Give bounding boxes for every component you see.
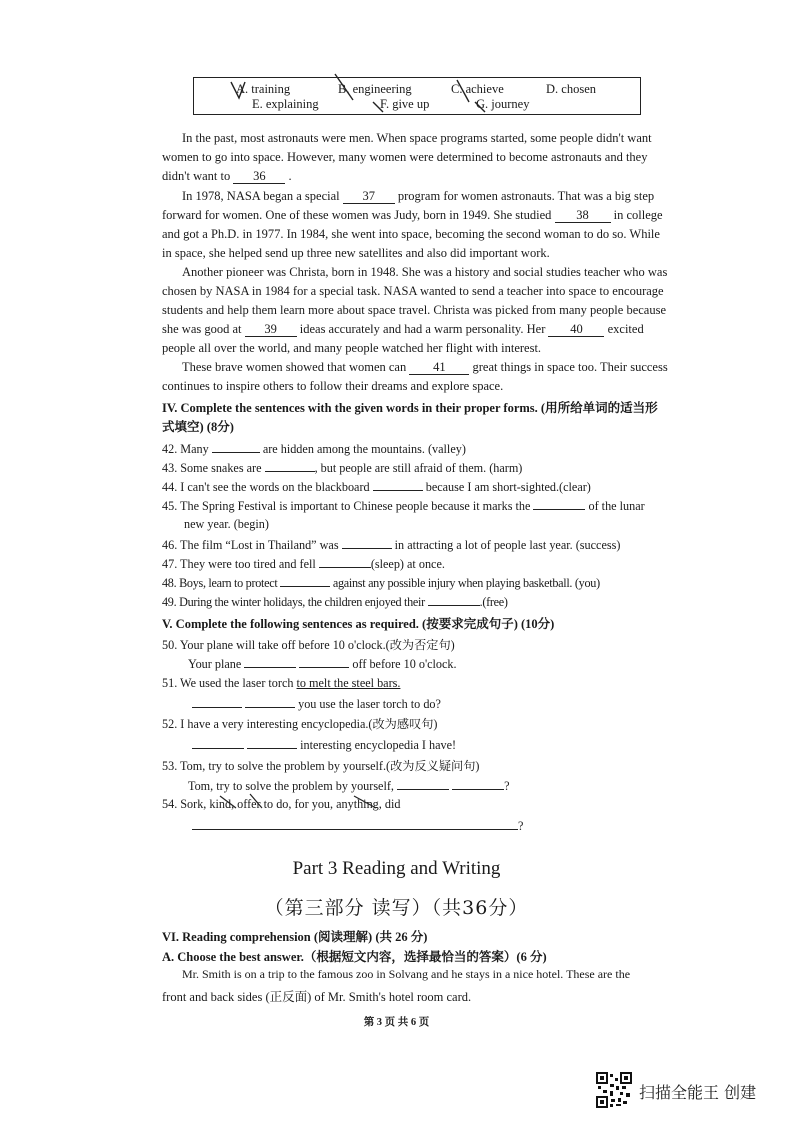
question-51-answer: you use the laser torch to do? [192,696,441,712]
passage-line [162,208,692,223]
question-54: 54. Sork, kind, offer to do, for you, anything, did [162,797,401,811]
question-50: 50. Your plane will take off before 10 o'clock.(改为否定句) [162,638,455,652]
question-46: 46. The film “Lost in Thailand” was in attracting a lot of people last year. (success) [162,538,621,552]
passage-text: forward for women. One of these women was Judy, born in 1949. She studied [162,208,552,222]
passage-line: continues to inspire others to follow their dreams and explore space. [162,379,504,393]
answer-blank[interactable] [342,537,392,549]
question-42: 42. Many are hidden among the mountains. (valley) [162,442,466,456]
option-a: A. training [236,82,291,96]
question-50-answer: Your plane off before 10 o'clock. [188,657,457,671]
section-iv-title-cont: 式填空) (8分) [162,420,234,434]
option-d: D. chosen [546,82,596,96]
answer-blank[interactable] [397,778,449,790]
passage-text: she was good at [162,322,242,336]
passage-line: in space, she helped send up three new satellites and also did important work. [162,246,550,260]
answer-blank[interactable] [319,556,371,568]
question-53: 53. Tom, try to solve the problem by yourself.(改为反义疑问句) [162,759,480,773]
answer-blank[interactable] [212,441,260,453]
question-48: 48. Boys, learn to protect against any possible injury when playing basketball. (you) [162,576,600,590]
passage-text: program for women astronauts. That was a big step [397,189,655,203]
handwritten-marks [193,72,641,118]
passage-text: ideas accurately and had a warm personality. Her [299,322,546,336]
answer-blank[interactable] [247,737,297,749]
section-vi-a-title: A. Choose the best answer.（根据短文内容，选择最恰当的答案）(6 分) [162,950,547,964]
question-45: 45. The Spring Festival is important to Chinese people because it marks the of the lunar [162,499,645,513]
answer-blank[interactable] [192,696,242,708]
passage-text: excited [607,322,644,336]
handwritten-strikes [180,790,420,812]
question-53-answer: Tom, try to solve the problem by yourself, ? [188,779,510,793]
passage-text: in college [613,208,663,222]
passage-text: In 1978, NASA began a special [182,189,340,203]
answer-blank[interactable] [452,778,504,790]
question-49: 49. During the winter holidays, the children enjoyed their .(free) [162,595,508,609]
answer-blank[interactable] [428,594,480,606]
part-3-title: Part 3 Reading and Writing [292,858,501,879]
option-e: E. explaining [252,97,319,111]
answer-blank[interactable] [244,656,296,668]
part-3-subtitle: （第三部分 读写）（共36分） [264,897,529,919]
question-45-cont: new year. (begin) [184,517,269,531]
qr-code-icon [596,1072,632,1108]
question-51: 51. We used the laser torch to melt the steel bars. [162,676,401,690]
passage-text: great things in space too. Their success [472,360,668,374]
passage-line: didn't want to 36 . [162,169,292,183]
answer-blank[interactable] [533,498,585,510]
answer-blank[interactable] [245,696,295,708]
blank-39[interactable]: 39 [245,323,297,337]
answer-blank[interactable] [192,818,518,830]
passage-text: These brave women showed that women can [182,360,407,374]
section-v-title: V. Complete the following sentences as required. (按要求完成句子) (10分) [162,617,555,631]
passage-line: women to go into space. However, many women were determined to become astronauts and they [162,150,648,164]
blank-36[interactable]: 36 [233,170,285,184]
question-43: 43. Some snakes are , but people are still afraid of them. (harm) [162,461,523,475]
question-52: 52. I have a very interesting encyclopedia.(改为感叹句) [162,717,438,731]
option-f: F. give up [380,97,430,111]
page-number: 第 3 页 共 6 页 [363,1017,430,1028]
passage-line: In the past, most astronauts were men. When space programs started, some people didn't want [182,131,652,145]
answer-blank[interactable] [192,737,244,749]
passage-line: Another pioneer was Christa, born in 1948. She was a history and social studies teacher who was [182,265,668,279]
question-54-answer: ? [192,818,523,834]
passage-line: students and help them learn more about space travel. Christa was picked from many people because [162,303,666,317]
option-g: G. journey [476,97,530,111]
answer-blank[interactable] [373,479,423,491]
scanner-watermark: 扫描全能王 创建 [639,1083,757,1102]
blank-41[interactable]: 41 [409,361,469,375]
passage-line: Mr. Smith is on a trip to the famous zoo in Solvang and he stays in a nice hotel. These are the [182,967,631,981]
question-47: 47. They were too tired and fell (sleep) at once. [162,557,445,571]
passage-line: people all over the world, and many people watched her flight with interest. [162,341,542,355]
question-52-answer: interesting encyclopedia I have! [192,737,456,753]
blank-38[interactable]: 38 [555,209,611,223]
passage-line [162,322,692,337]
underlined-phrase: to melt the steel bars. [296,676,401,690]
passage-line: front and back sides (正反面) of Mr. Smith's hotel room card. [162,990,472,1004]
answer-blank[interactable] [265,460,315,472]
question-44: 44. I can't see the words on the blackboard because I am short-sighted.(clear) [162,480,591,494]
passage-text: didn't want to [162,169,231,183]
section-iv-title: IV. Complete the sentences with the given words in their proper forms. (用所给单词的适当形 [162,401,658,415]
passage-line: and got a Ph.D. in 1977. In 1984, she went into space, becoming the second woman to do so. While [162,227,660,241]
option-c: C. achieve [451,82,504,96]
passage-line: chosen by NASA in 1984 for a special task. NASA wanted to send a teacher into space to encourage [162,284,664,298]
passage-line [182,189,712,204]
passage-line [182,360,712,375]
blank-37[interactable]: 37 [343,190,395,204]
blank-40[interactable]: 40 [548,323,604,337]
answer-blank[interactable] [280,575,330,587]
answer-blank[interactable] [299,656,349,668]
option-b: B. engineering [338,82,412,96]
section-vi-title: VI. Reading comprehension (阅读理解) (共 26 分) [162,930,428,944]
